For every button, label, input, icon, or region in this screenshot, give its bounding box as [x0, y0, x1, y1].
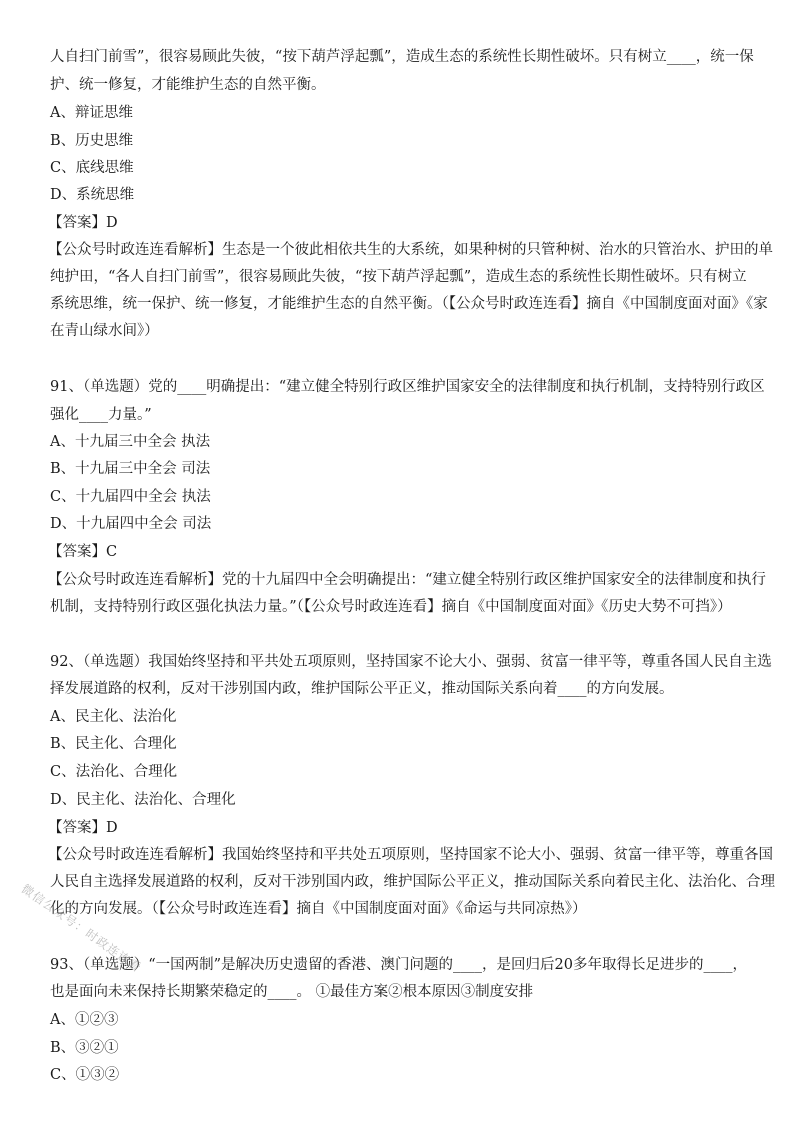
q91-option-d: D、十九届四中全会 司法	[50, 516, 212, 532]
q91-analysis-line-2: 机制，支持特别行政区强化执法力量。”（【公众号时政连连看】摘自《中国制度面对面》《历史大势不可挡》）	[50, 599, 732, 615]
watermark-text: 微信公众号：时政连连看	[18, 881, 145, 976]
q92-option-c: C、法治化、合理化	[50, 764, 178, 780]
q90-analysis-line-4: 在青山绿水间》）	[50, 323, 159, 339]
q91-stem-line-2: 强化____力量。”	[50, 407, 152, 423]
q93-option-c: C、①③②	[50, 1067, 120, 1083]
q90-analysis-line-2: 纯护田，“各人自扫门前雪”，很容易顾此失彼，“按下葫芦浮起瓢”，造成生态的系统性长期性破坏。只有树立	[50, 269, 747, 285]
q91-option-c: C、十九届四中全会 执法	[50, 489, 211, 505]
q90-stem-line-1: 人自扫门前雪”，很容易顾此失彼，“按下葫芦浮起瓢”，造成生态的系统性长期性破坏。只有树立____，统一保	[50, 49, 754, 65]
q92-stem-line-1: 92、（单选题）我国始终坚持和平共处五项原则，坚持国家不论大小、强弱、贫富一律平等，尊重各国人民自主选	[50, 654, 772, 670]
q90-stem-line-2: 护、统一修复，才能维护生态的自然平衡。	[50, 77, 326, 93]
q91-analysis-line-1: 【公众号时政连连看解析】党的十九届四中全会明确提出：“建立健全特别行政区维护国家安全的法律制度和执行	[48, 572, 766, 588]
q92-stem-line-2: 择发展道路的权利，反对干涉别国内政，维护国际公平正义，推动国际关系向着____的方向发展。	[50, 681, 674, 697]
q90-analysis-line-1: 【公众号时政连连看解析】生态是一个彼此相依共生的大系统，如果种树的只管种树、治水的只管治水、护田的单	[48, 242, 773, 258]
q92-option-b: B、民主化、合理化	[50, 736, 177, 752]
q90-option-d: D、系统思维	[50, 187, 135, 203]
q90-option-c: C、底线思维	[50, 160, 134, 176]
q91-stem-line-1: 91、（单选题）党的____明确提出：“建立健全特别行政区维护国家安全的法律制度和执行机制，支持特别行政区	[50, 379, 765, 395]
q91-option-b: B、十九届三中全会 司法	[50, 461, 211, 477]
q93-option-a: A、①②③	[50, 1012, 119, 1028]
q93-option-b: B、③②①	[50, 1040, 119, 1056]
q90-analysis-line-3: 系统思维，统一保护、统一修复，才能维护生态的自然平衡。（【公众号时政连连看】摘自《中国制度面对面》《家	[50, 296, 768, 312]
q92-analysis-line-2: 人民自主选择发展道路的权利，反对干涉别国内政，维护国际公平正义，推动国际关系向着民主化、法治化、合理	[50, 874, 775, 890]
q92-answer: 【答案】D	[48, 820, 118, 836]
q92-option-d: D、民主化、法治化、合理化	[50, 792, 236, 808]
q91-answer: 【答案】C	[48, 544, 118, 560]
q90-option-b: B、历史思维	[50, 133, 134, 149]
q93-stem-line-1: 93、（单选题）“一国两制”是解决历史遗留的香港、澳门问题的____，是回归后20多年取得长足进步的____，	[50, 957, 747, 973]
q93-stem-line-2: 也是面向未来保持长期繁荣稳定的____。 ①最佳方案②根本原因③制度安排	[50, 984, 534, 1000]
q90-option-a: A、辩证思维	[50, 105, 133, 121]
q92-analysis-line-1: 【公众号时政连连看解析】我国始终坚持和平共处五项原则，坚持国家不论大小、强弱、贫富一律平等，尊重各国	[48, 847, 773, 863]
q92-option-a: A、民主化、法治化	[50, 709, 177, 725]
q91-option-a: A、十九届三中全会 执法	[50, 434, 211, 450]
q92-analysis-line-3: 化的方向发展。（【公众号时政连连看】摘自《中国制度面对面》《命运与共同凉热》）	[50, 901, 587, 917]
q90-answer: 【答案】D	[48, 215, 118, 231]
